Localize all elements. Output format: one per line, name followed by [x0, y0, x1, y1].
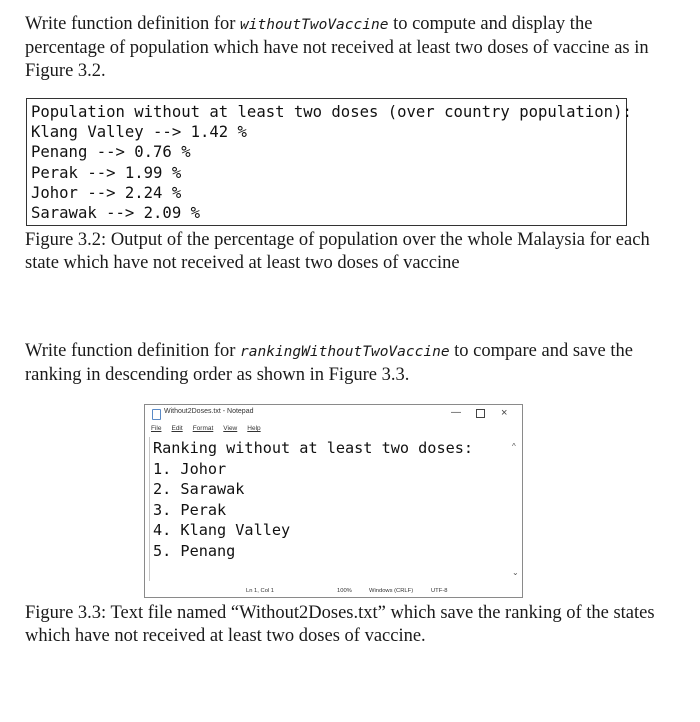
maximize-button[interactable] — [476, 409, 485, 418]
zoom-level: 100% — [337, 588, 352, 594]
question-1-suffix: to compute and display the percentage of population which have not received at least two doses of vaccine as in Figure 3.2. — [25, 14, 649, 81]
question-2-text — [25, 340, 665, 387]
cursor-position: Ln 1, Col 1 — [246, 588, 275, 594]
editor-line: 5. Penang — [153, 541, 236, 560]
editor-line: 3. Perak — [153, 500, 227, 519]
question-2-suffix: to compare and save the ranking in descending order as shown in Figure 3.3. — [25, 341, 633, 385]
console-line: Population without at least two doses (over country population): — [31, 103, 632, 121]
question-2-prefix: Write function definition for — [25, 341, 241, 361]
question-1-prefix: Write function definition for — [25, 14, 241, 34]
line-ending: Windows (CRLF) — [369, 588, 414, 594]
menu-help[interactable]: Help — [247, 425, 261, 432]
notepad-file-icon — [152, 409, 161, 420]
console-line: Klang Valley --> 1.42 % — [31, 123, 247, 142]
vertical-scrollbar[interactable] — [507, 437, 522, 581]
scroll-up-arrow-icon[interactable]: ^ — [512, 442, 516, 451]
editor-line: 2. Sarawak — [153, 480, 245, 498]
console-line: Penang --> 0.76 % — [31, 143, 191, 162]
function-name-ranking-without-two-vaccine: rankingWithoutTwoVaccine — [240, 344, 450, 360]
editor-line: 1. Johor — [153, 459, 227, 478]
menu-view[interactable]: View — [223, 425, 238, 432]
function-name-without-two-vaccine: withoutTwoVaccine — [240, 17, 389, 33]
menu-file[interactable]: File — [151, 425, 162, 432]
question-1-text — [25, 13, 665, 83]
figure-3-3-caption: Figure 3.3: Text file named “Without2Doses.txt” which save the ranking of the states which have not received at least two doses of vaccine. — [25, 603, 655, 646]
editor-line: 4. Klang Valley — [153, 521, 291, 539]
status-bar — [145, 585, 522, 598]
console-line: Johor --> 2.24 % — [31, 183, 182, 202]
encoding: UTF-8 — [431, 588, 448, 594]
menu-edit[interactable]: Edit — [171, 425, 183, 432]
console-line: Sarawak --> 2.09 % — [31, 204, 200, 223]
figure-3-2-caption: Figure 3.2: Output of the percentage of population over the whole Malaysia for each state which have not received at least two doses of vaccine — [25, 230, 650, 273]
editor-line: Ranking without at least two doses: — [153, 439, 474, 457]
notepad-window — [144, 404, 523, 598]
close-button[interactable]: × — [501, 407, 508, 419]
minimize-button[interactable]: — — [451, 407, 461, 418]
menu-bar — [151, 425, 271, 432]
window-title: Without2Doses.txt - Notepad — [164, 408, 254, 415]
text-editor-area[interactable] — [149, 437, 505, 581]
menu-format[interactable]: Format — [192, 425, 214, 432]
console-output-box — [26, 98, 632, 226]
notepad-title-bar — [145, 405, 522, 423]
console-line: Perak --> 1.99 % — [31, 163, 182, 182]
scroll-down-arrow-icon[interactable]: ⌄ — [512, 568, 519, 577]
